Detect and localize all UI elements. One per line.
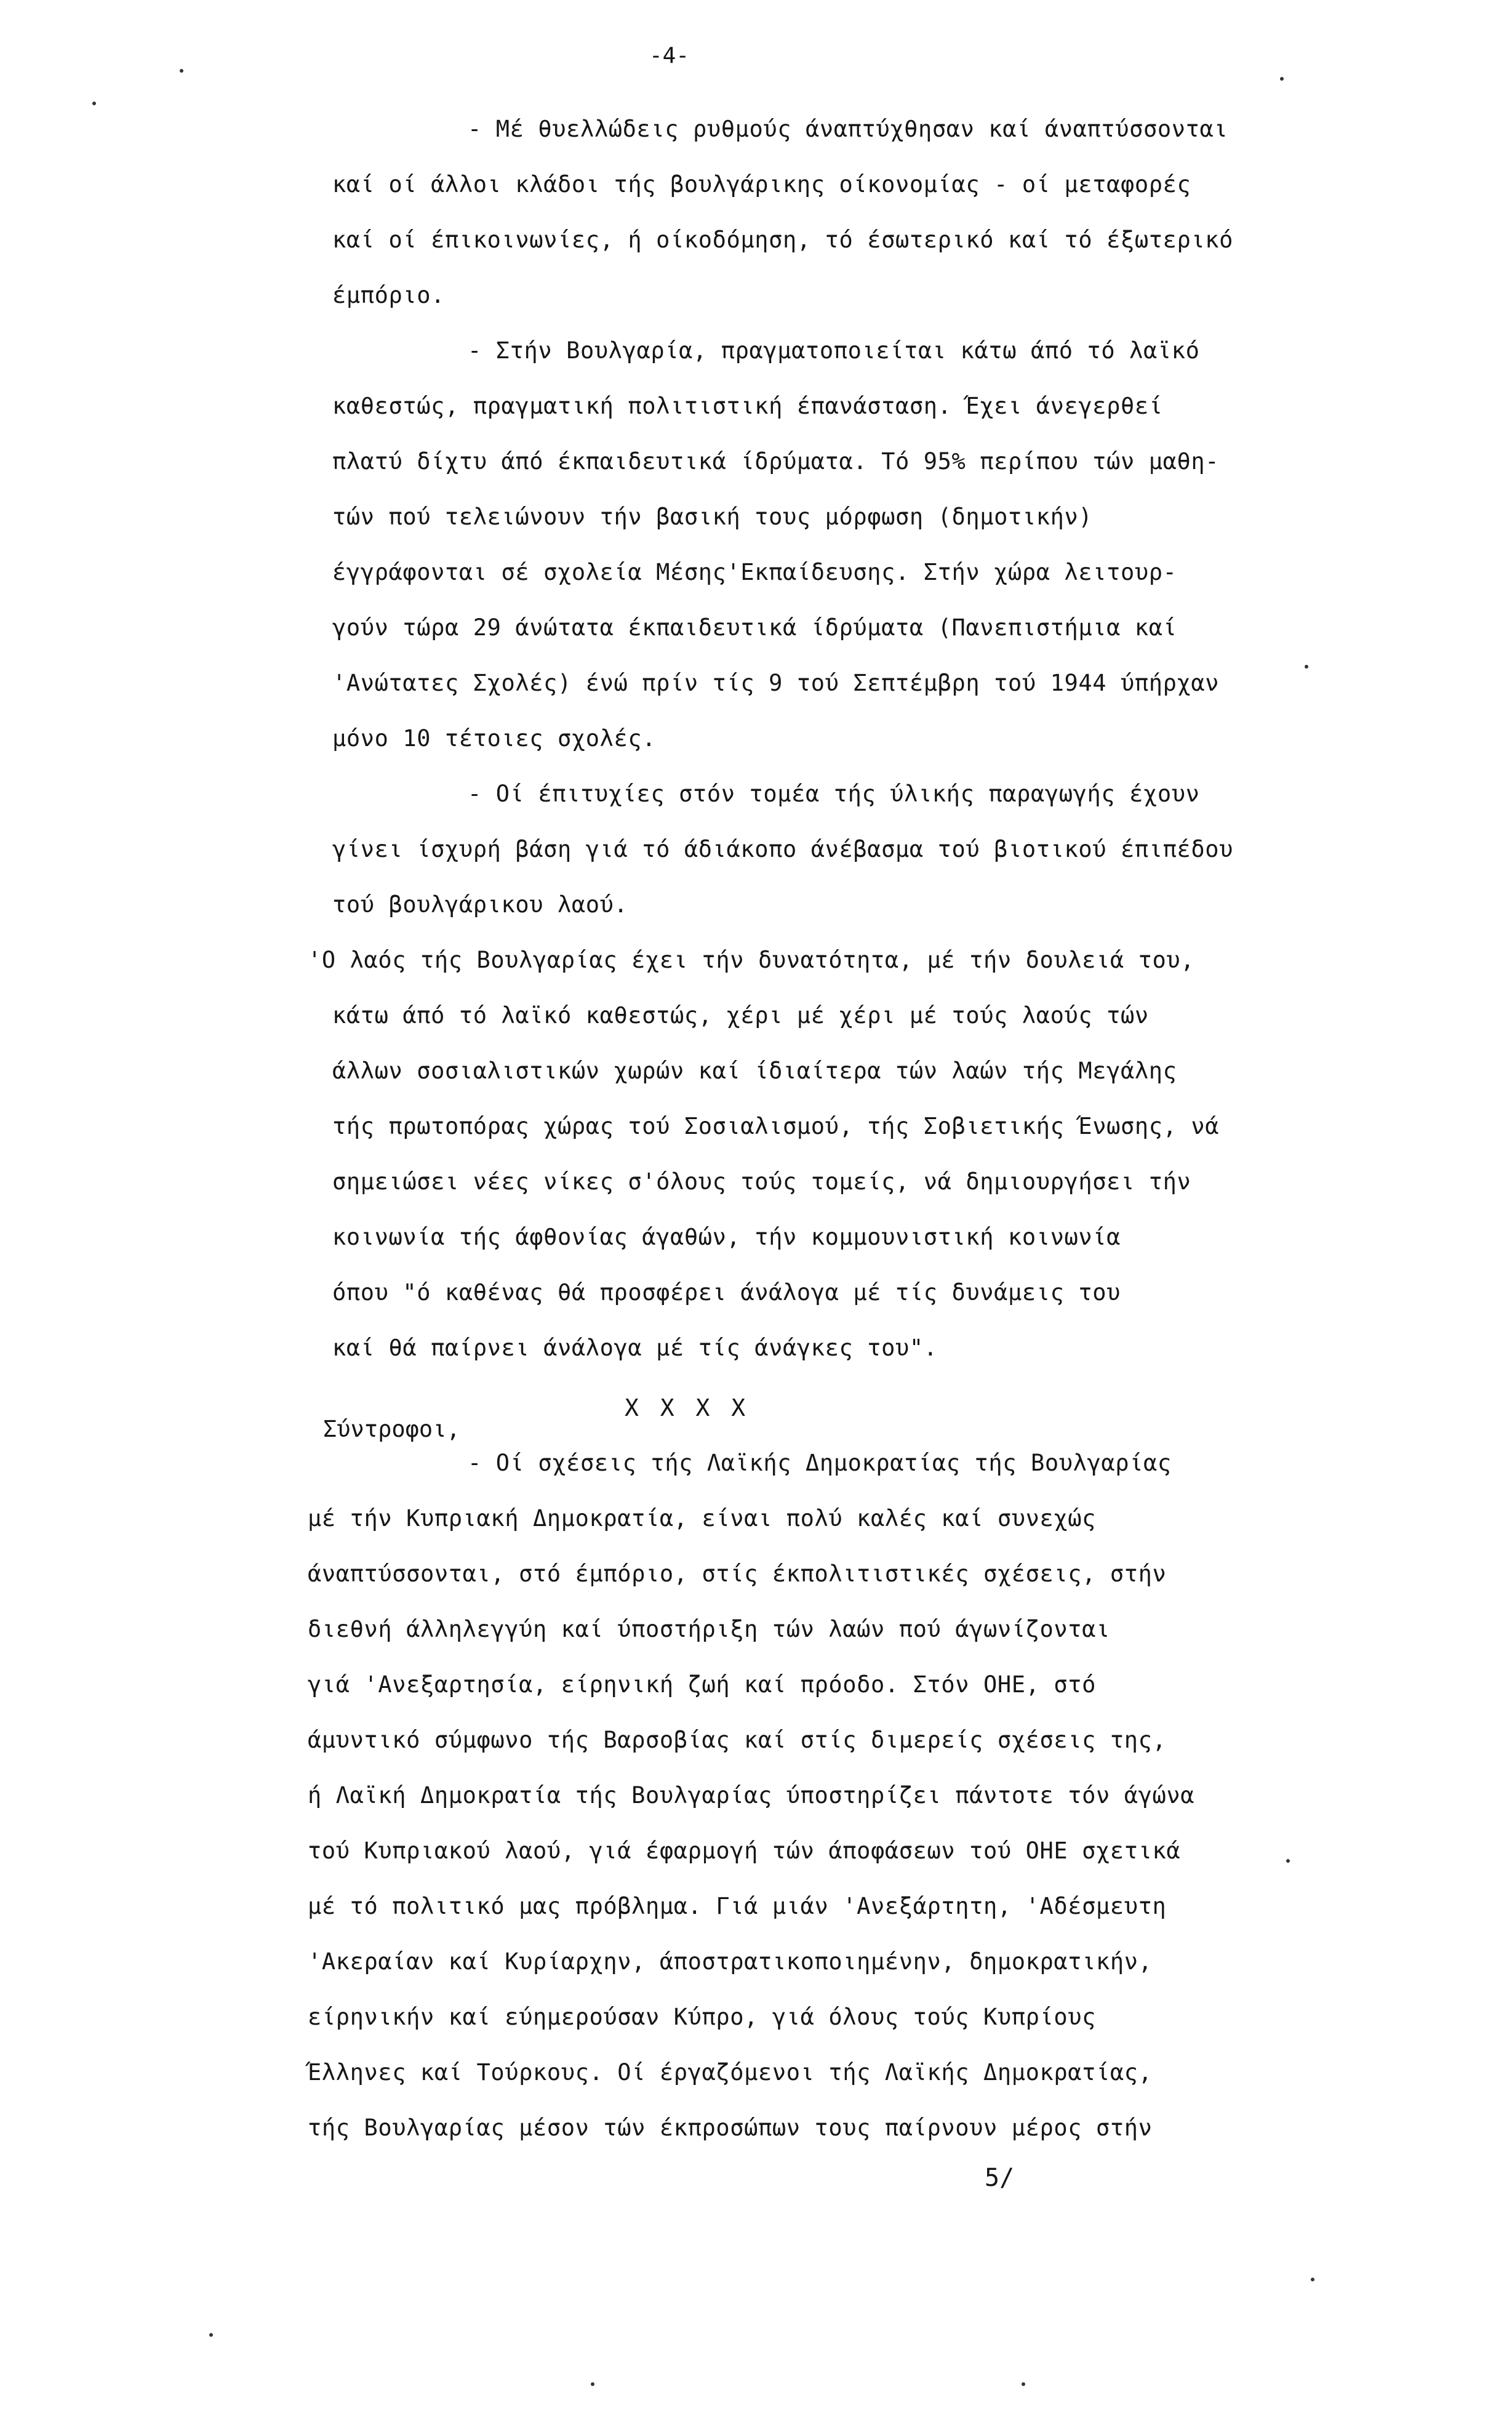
text-line: κάτω άπό τό λαϊκό καθεστώς, χέρι μέ χέρι μέ τούς λαούς τών [332, 1002, 1149, 1029]
text-line: Έλληνες καί Τούρκους. Οί έργαζόμενοι τής Λαϊκής Δημοκρατίας, [308, 2059, 1153, 2086]
text-line: τού βουλγάρικου λαού. [332, 891, 628, 918]
text-line: - Οί σχέσεις τής Λαϊκής Δημοκρατίας τής Βουλγαρίας [468, 1450, 1172, 1476]
scan-speck [1311, 2278, 1314, 2281]
text-line: 'Ανώτατες Σχολές) ένώ πρίν τίς 9 τού Σεπτέμβρη τού 1944 ύπήρχαν [332, 670, 1220, 696]
scan-speck [209, 2333, 213, 2337]
text-line: πλατύ δίχτυ άπό έκπαιδευτικά ίδρύματα. Τό 95% περίπου τών μαθη- [332, 448, 1220, 475]
scan-speck [591, 2382, 594, 2386]
text-line: 'Ο λαός τής Βουλγαρίας έχει τήν δυνατότητα, μέ τήν δουλειά του, [308, 947, 1195, 973]
text-line: ή Λαϊκή Δημοκρατία τής Βουλγαρίας ύποστηρίζει πάντοτε τόν άγώνα [308, 1782, 1195, 1809]
text-line: σημειώσει νέες νίκες σ'όλους τούς τομείς, νά δημιουργήσει τήν [332, 1168, 1191, 1195]
text-line: έμπόριο. [332, 282, 446, 308]
text-line: άναπτύσσονται, στό έμπόριο, στίς έκπολιτιστικές σχέσεις, στήν [308, 1560, 1167, 1587]
text-line: είρηνικήν καί εύημερούσαν Κύπρο, γιά όλους τούς Κυπρίους [308, 2004, 1097, 2030]
text-line: άμυντικό σύμφωνο τής Βαρσοβίας καί στίς διμερείς σχέσεις της, [308, 1727, 1167, 1753]
scan-speck [180, 69, 183, 73]
text-line: καί οί άλλοι κλάδοι τής βουλγάρικης οίκονομίας - οί μεταφορές [332, 171, 1191, 198]
scan-speck [1286, 1859, 1290, 1863]
text-line: μέ τήν Κυπριακή Δημοκρατία, είναι πολύ καλές καί συνεχώς [308, 1505, 1097, 1532]
section-separator: X X X X [625, 1394, 750, 1421]
text-line: καί θά παίρνει άνάλογα μέ τίς άνάγκες του". [332, 1335, 938, 1361]
scan-speck [1022, 2382, 1025, 2386]
text-line: τής πρωτοπόρας χώρας τού Σοσιαλισμού, τής Σοβιετικής Ένωσης, νά [332, 1113, 1220, 1139]
text-line: μόνο 10 τέτοιες σχολές. [332, 725, 657, 752]
next-page-marker: 5/ [985, 2164, 1015, 2192]
scan-speck [1280, 77, 1284, 81]
salutation: Σύντροφοι, [323, 1416, 460, 1442]
text-line: έγγράφονται σέ σχολεία Μέσης'Εκπαίδευσης. Στήν χώρα λειτουρ- [332, 559, 1177, 585]
text-line: γίνει ίσχυρή βάση γιά τό άδιάκοπο άνέβασμα τού βιοτικού έπιπέδου [332, 836, 1234, 862]
text-line: - Οί έπιτυχίες στόν τομέα τής ύλικής παραγωγής έχουν [468, 781, 1200, 807]
text-line: καί οί έπικοινωνίες, ή οίκοδόμηση, τό έσωτερικό καί τό έξωτερικό [332, 227, 1234, 253]
text-line: - Στήν Βουλγαρία, πραγματοποιείται κάτω άπό τό λαϊκό [468, 337, 1200, 364]
text-line: μέ τό πολιτικό μας πρόβλημα. Γιά μιάν 'Ανεξάρτητη, 'Αδέσμευτη [308, 1893, 1167, 1919]
text-line: όπου "ό καθένας θά προσφέρει άνάλογα μέ τίς δυνάμεις του [332, 1279, 1121, 1306]
text-line: τών πού τελειώνουν τήν βασική τους μόρφωση (δημοτικήν) [332, 504, 1093, 530]
text-line: καθεστώς, πραγματική πολιτιστική έπανάσταση. Έχει άνεγερθεί [332, 393, 1163, 419]
text-line: τής Βουλγαρίας μέσον τών έκπροσώπων τους παίρνουν μέρος στήν [308, 2115, 1153, 2141]
text-line: γιά 'Ανεξαρτησία, είρηνική ζωή καί πρόοδο. Στόν ΟΗΕ, στό [308, 1671, 1097, 1698]
text-line: τού Κυπριακού λαού, γιά έφαρμογή τών άποφάσεων τού ΟΗΕ σχετικά [308, 1838, 1181, 1864]
text-line: 'Ακεραίαν καί Κυρίαρχην, άποστρατικοποιημένην, δημοκρατικήν, [308, 1948, 1153, 1975]
text-line: διεθνή άλληλεγγύη καί ύποστήριξη τών λαών πού άγωνίζονται [308, 1616, 1110, 1642]
scan-speck [92, 102, 96, 105]
scan-speck [1305, 665, 1308, 669]
text-line: - Μέ θυελλώδεις ρυθμούς άναπτύχθησαν καί άναπτύσσονται [468, 116, 1228, 142]
text-line: κοινωνία τής άφθονίας άγαθών, τήν κομμουνιστική κοινωνία [332, 1224, 1121, 1250]
text-line: άλλων σοσιαλιστικών χωρών καί ίδιαίτερα τών λαών τής Μεγάλης [332, 1058, 1177, 1084]
page-number: -4- [649, 43, 690, 68]
text-line: γούν τώρα 29 άνώτατα έκπαιδευτικά ίδρύματα (Πανεπιστήμια καί [332, 614, 1177, 641]
